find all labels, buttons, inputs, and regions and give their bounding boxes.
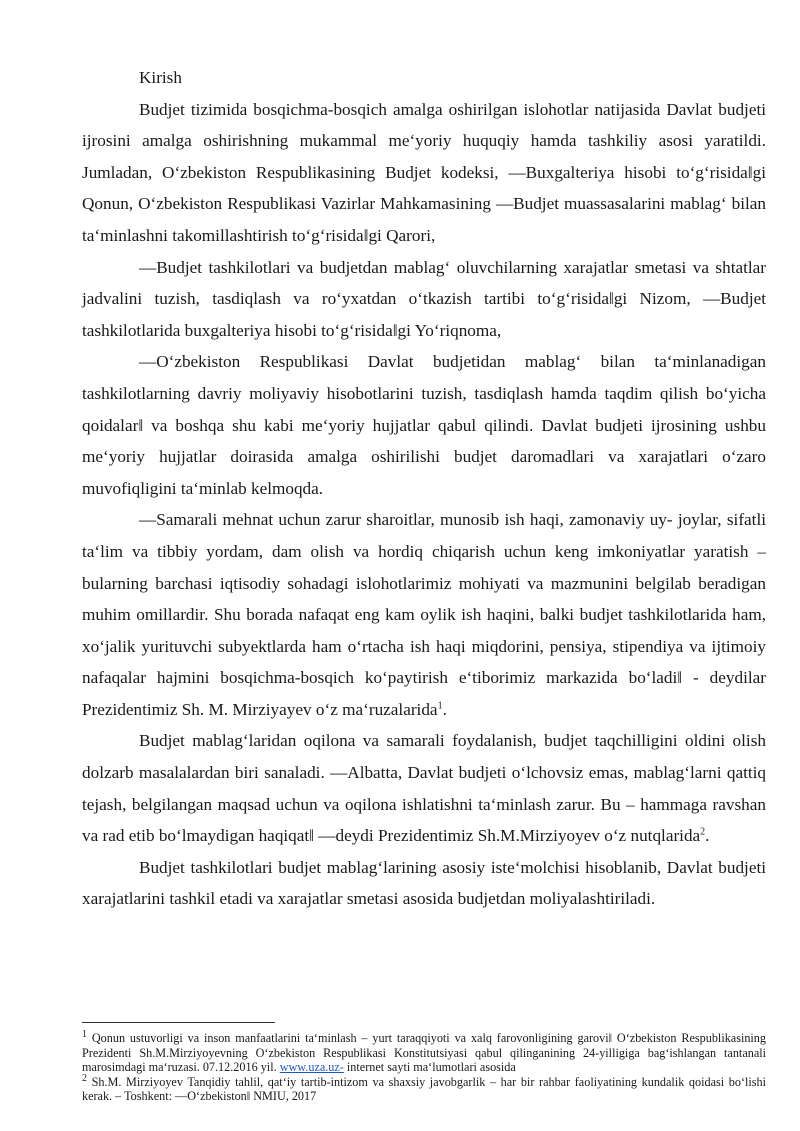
footnote-marker-2: 2 — [82, 1072, 87, 1084]
footnote-1 — [82, 1028, 766, 1075]
paragraph-4 — [82, 504, 766, 725]
paragraph-2: ―Budjet tashkilotlari va budjetdan mablag‘ oluvchilarning xarajatlar smetasi va shtatlar jadvalini tuzish, tasdiqlash va ro‘yxatdan o‘tkazish tartibi to‘g‘risida‖gi Nizom, ―Budjet tashkilotlarida buxgalteriya hisobi to‘g‘risida‖gi Yo‘riqnoma, — [82, 257, 766, 340]
paragraph-5-text: Budjet mablag‘laridan oqilona va samarali foydalanish, budjet taqchilligini oldini olish dolzarb masalalardan biri sanaladi. ―Albatta, Davlat budjeti o‘lchovsiz emas, mablag‘larni qattiq tejash, belgilangan maqsad uchun va oqilona ishlatishni ta‘minlash zarur. Bu – hammaga ravshan va rad etib bo‘lmaydigan haqiqat‖ ―deydi Prezidentimiz Sh.M.Mirziyoyev o‘z nutqlarida — [82, 731, 766, 846]
footnote-ref-1[interactable]: 1 — [437, 700, 443, 712]
paragraph-1: Budjet tizimida bosqichma-bosqich amalga oshirilgan islohotlar natijasida Davlat budjeti ijrosini amalga oshirishning mukammal me‘yoriy huquqiy hamda tashkiliy asosi yaratildi. Jumladan, O‘zbekiston Respublikasining Budjet kodeksi, ―Buxgalteriya hisobi to‘g‘risida‖gi Qonun, O‘zbekiston Respublikasi Vazirlar Mahkamasining ―Budjet muassasalarini mablag‘ bilan ta‘minlashni takomillashtirish to‘g‘risida‖gi Qarori, — [82, 99, 766, 245]
footnote-1-text: Qonun ustuvorligi va inson manfaatlarini ta‘minlash – yurt taraqqiyoti va xalq farovonligining garovi‖ O‘zbekiston Respublikasining Prezidenti Sh.M.Mirziyoyevning O‘zbekiston Respublikasi Konstitutsiyasi qabul qilinganining 24-yilligiga bag‘ishlangan tantanali marosimdagi ma‘ruzasi. 07.12.2016 yil. — [82, 1031, 766, 1075]
paragraph-5-end: . — [705, 826, 710, 846]
footnotes — [82, 1028, 766, 1104]
document-body — [82, 62, 766, 915]
paragraph-4-end: . — [442, 699, 447, 719]
footnote-ref-2[interactable]: 2 — [700, 826, 706, 838]
footnote-1-text-end: internet sayti ma‘lumotlari asosida — [343, 1060, 516, 1075]
paragraph-3: ―O‘zbekiston Respublikasi Davlat budjetidan mablag‘ bilan ta‘minlanadigan tashkilotlarning davriy moliyaviy hisobotlarini tuzish, tasdiqlash hamda taqdim qilish bo‘yicha qoidalar‖ va boshqa shu kabi me‘yoriy hujjatlar qabul qilindi. Davlat budjeti ijrosining ushbu me‘yoriy hujjatlar doirasida amalga oshirilishi budjet daromadlari va xarajatlari o‘zaro muvofiqligini ta‘minlab kelmoqda. — [82, 352, 766, 498]
paragraph-5 — [82, 725, 766, 851]
footnote-marker-1: 1 — [82, 1028, 87, 1040]
footnote-2 — [82, 1072, 766, 1104]
section-heading: Kirish — [139, 68, 182, 87]
footnote-1-link[interactable]: www.uza.uz- — [279, 1060, 344, 1075]
footnote-divider — [82, 1022, 275, 1023]
paragraph-6: Budjet tashkilotlari budjet mablag‘larining asosiy iste‘molchisi hisoblanib, Davlat budjeti xarajatlarini tashkil etadi va xarajatlar smetasi asosida budjetdan moliyalashtiriladi. — [82, 857, 766, 909]
paragraph-4-text: ―Samarali mehnat uchun zarur sharoitlar, munosib ish haqi, zamonaviy uy- joylar, sifatli ta‘lim va tibbiy yordam, dam olish va hordiq chiqarish uchun keng imkoniyatlar yaratish – bularning barchasi iqtisodiy sohadagi islohotlarimiz mohiyati va mazmunini belgilab beradigan muhim omillardir. Shu borada nafaqat eng kam oylik ish haqini, balki budjet tashkilotlarida ham, xo‘jalik yurituvchi subyektlarda ham o‘rtacha ish haqi miqdorini, pensiya, stipendiya va ijtimoiy nafaqalar hajmini bosqichma-bosqich ko‘paytirish e‘tiborimiz markazida bo‘ladi‖ - deydilar Prezidentimiz Sh. M. Mirziyayev o‘z ma‘ruzalarida — [82, 510, 766, 719]
footnote-2-text: Sh.M. Mirziyoyev Tanqidiy tahlil, qat‘iy tartib-intizom va shaxsiy javobgarlik – har bir rahbar faoliyatining kundalik qoidasi bo‘lishi kerak. – Toshkent: ―O‘zbekiston‖ NMIU, 2017 — [82, 1074, 766, 1104]
